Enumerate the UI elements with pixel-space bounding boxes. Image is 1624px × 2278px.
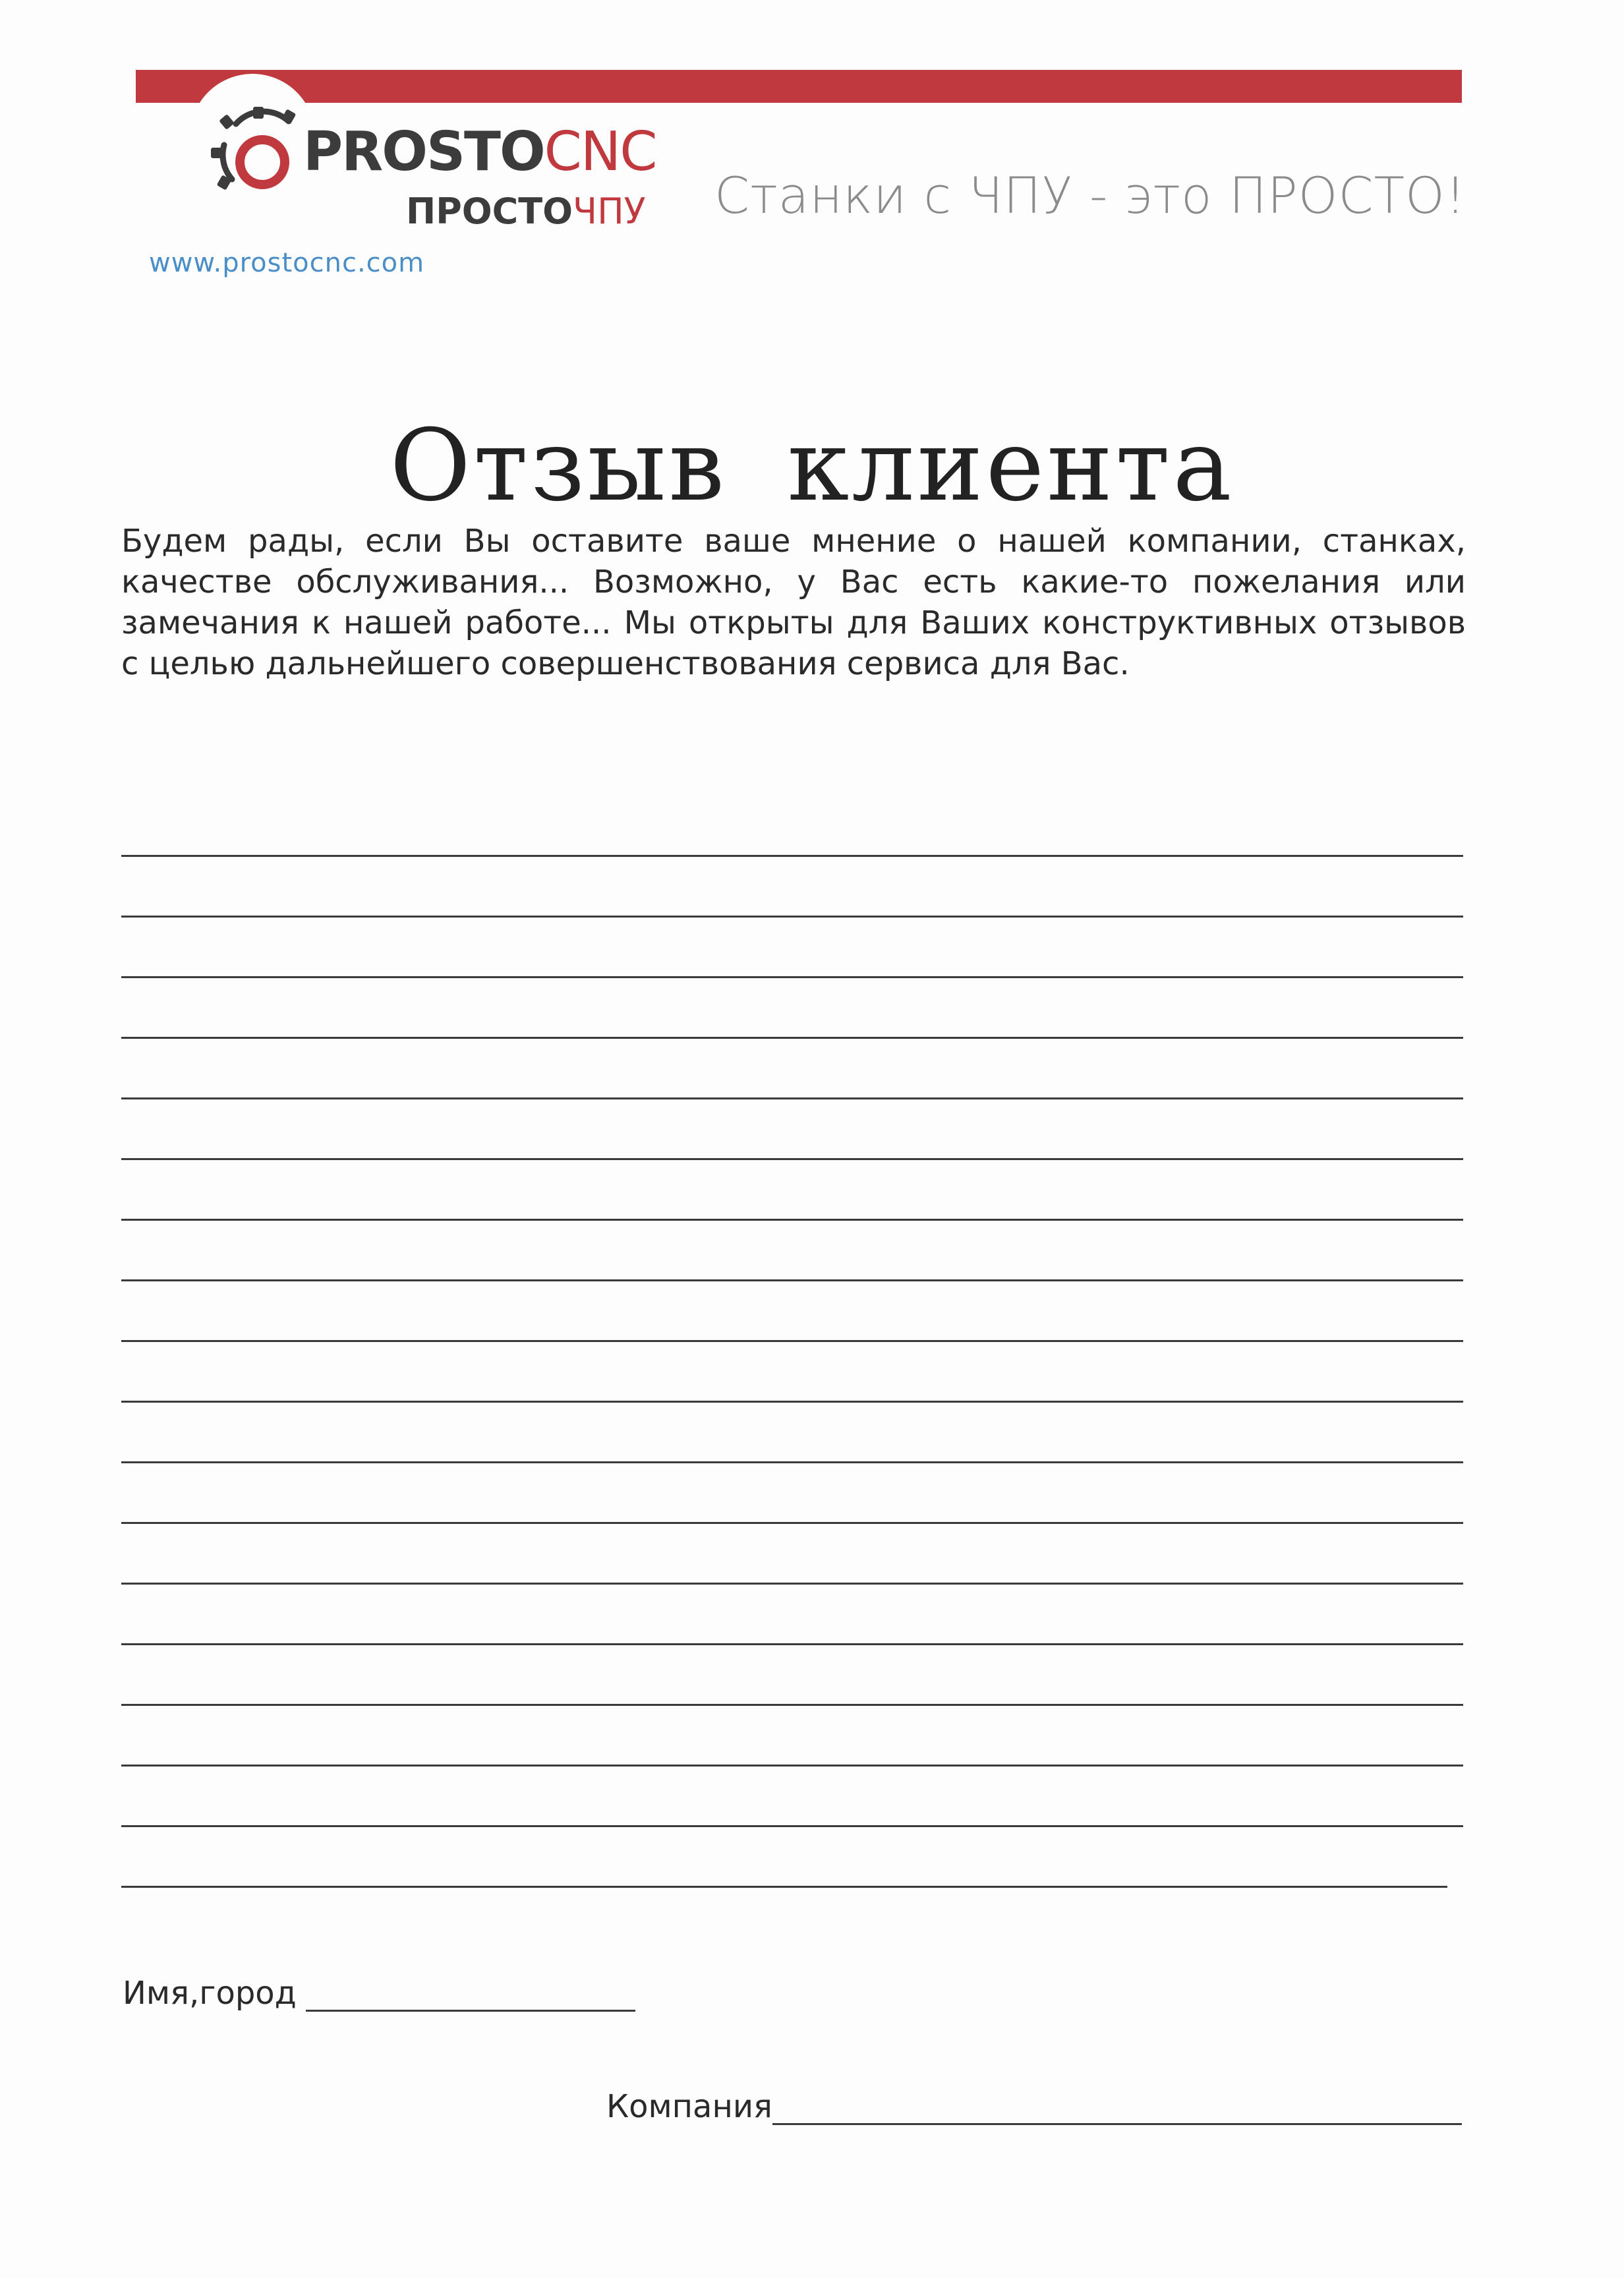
header-accent-bar bbox=[136, 70, 1462, 103]
feedback-line[interactable] bbox=[121, 1767, 1463, 1827]
feedback-line[interactable] bbox=[121, 1706, 1463, 1767]
feedback-line[interactable] bbox=[121, 1160, 1463, 1221]
feedback-line[interactable] bbox=[121, 918, 1463, 978]
company-label: Компания bbox=[606, 2088, 772, 2125]
brand-logo-text bbox=[303, 121, 656, 183]
feedback-lines[interactable] bbox=[121, 796, 1463, 1888]
feedback-line[interactable] bbox=[121, 1827, 1447, 1888]
tagline: Станки с ЧПУ - это ПРОСТО! bbox=[714, 166, 1466, 225]
intro-paragraph: Будем рады, если Вы оставите ваше мнение о нашей компании, станках, качестве обслуживания... Возможно, у Вас есть какие-то пожелания или замечания к нашей работе... Мы открыты для Ваших конструктивных отзывов с целью дальнейшего совершенствования сервиса для Вас. bbox=[121, 523, 1466, 682]
brand-logo-subtext bbox=[406, 190, 646, 232]
feedback-line[interactable] bbox=[121, 1221, 1463, 1281]
feedback-line[interactable] bbox=[121, 1645, 1463, 1706]
feedback-line[interactable] bbox=[121, 1342, 1463, 1403]
feedback-line[interactable] bbox=[121, 1524, 1463, 1585]
feedback-line[interactable] bbox=[121, 1585, 1463, 1645]
brand-cnc: CNC bbox=[544, 121, 656, 183]
brand-prosto: PROSTO bbox=[303, 121, 544, 183]
feedback-line[interactable] bbox=[121, 978, 1463, 1039]
brand-ru-prosto: ПРОСТО bbox=[406, 190, 573, 232]
page-title: Отзыв клиента bbox=[390, 409, 1234, 523]
feedback-line[interactable] bbox=[121, 1099, 1463, 1160]
feedback-line[interactable] bbox=[121, 796, 1463, 857]
website-link[interactable]: www.prostocnc.com bbox=[149, 248, 425, 278]
name-city-field bbox=[123, 1975, 635, 2012]
company-input-line[interactable] bbox=[772, 2097, 1462, 2125]
name-city-label: Имя,город bbox=[123, 1975, 297, 2012]
feedback-line[interactable] bbox=[121, 1039, 1463, 1099]
feedback-line[interactable] bbox=[121, 1463, 1463, 1524]
gear-icon bbox=[210, 105, 308, 198]
brand-ru-chpu: ЧПУ bbox=[573, 190, 646, 232]
company-field bbox=[606, 2088, 1462, 2125]
feedback-line[interactable] bbox=[121, 857, 1463, 918]
feedback-line[interactable] bbox=[121, 1403, 1463, 1463]
feedback-line[interactable] bbox=[121, 1281, 1463, 1342]
name-city-input-line[interactable] bbox=[306, 1983, 635, 2012]
